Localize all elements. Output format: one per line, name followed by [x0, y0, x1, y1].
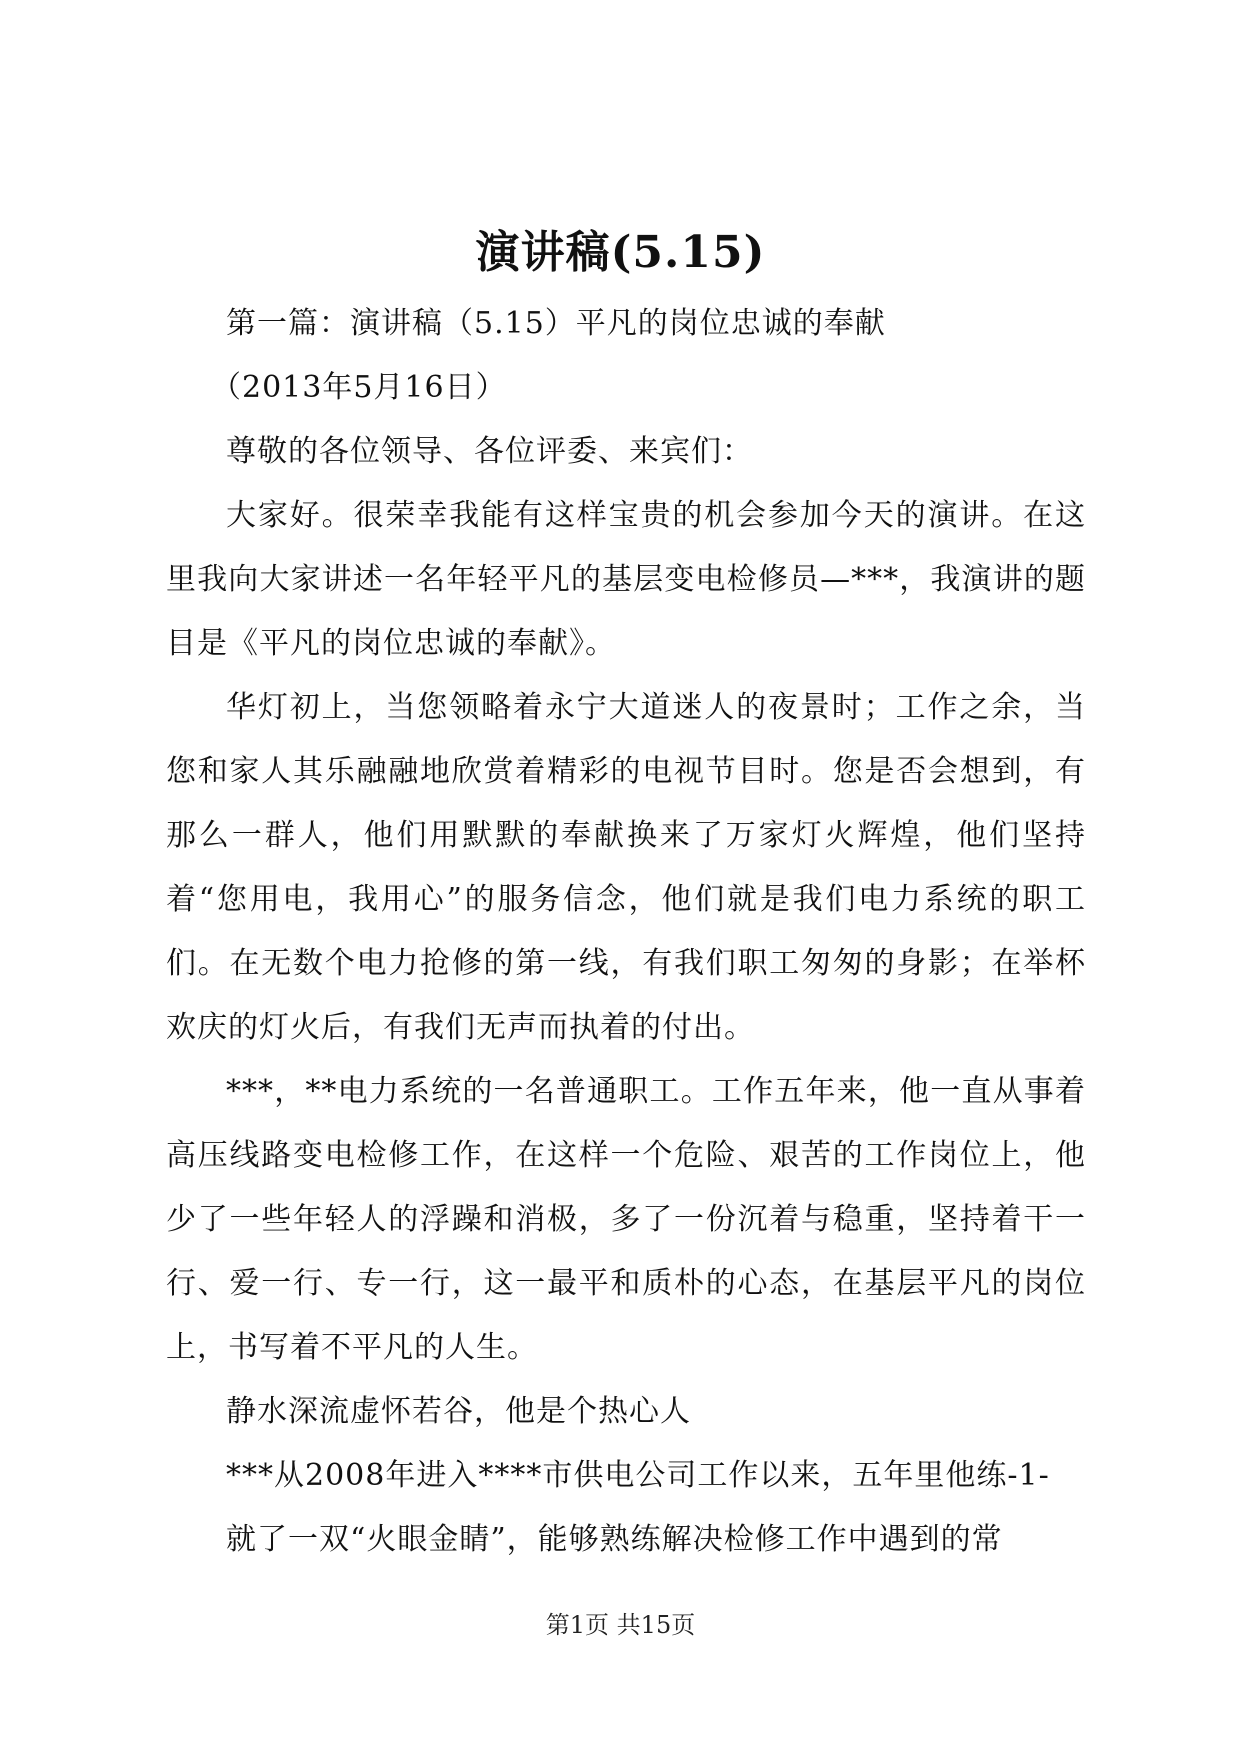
paragraph-greeting: 大家好。很荣幸我能有这样宝贵的机会参加今天的演讲。在这里我向大家讲述一名年轻平凡的基层变电检修员—***，我演讲的题目是《平凡的岗位忠诚的奉献》。: [166, 498, 1086, 661]
section-heading: 第一篇：演讲稿（5.15）平凡的岗位忠诚的奉献: [226, 306, 886, 341]
subheading: 静水深流虚怀若谷，他是个热心人: [226, 1394, 691, 1429]
document-title: 演讲稿(5.15): [475, 227, 766, 278]
paragraph-career: ***从2008年进入****市供电公司工作以来，五年里他练-1-: [226, 1458, 1050, 1493]
speech-date: （2013年5月16日）: [211, 370, 507, 405]
paragraph-intro: 华灯初上，当您领略着永宁大道迷人的夜景时；工作之余，当您和家人其乐融融地欣赏着精彩的电视节目时。您是否会想到，有那么一群人，他们用默默的奉献换来了万家灯火辉煌，他们坚持着“您用电，我用心”的服务信念，他们就是我们电力系统的职工们。在无数个电力抢修的第一线，有我们职工匆匆的身影；在举杯欢庆的灯火后，有我们无声而执着的付出。: [166, 690, 1086, 1045]
salutation: 尊敬的各位领导、各位评委、来宾们：: [226, 434, 753, 469]
page-footer: 第1页 共15页: [545, 1611, 696, 1639]
document-body: [166, 292, 1086, 1572]
paragraph-profile: ***，**电力系统的一名普通职工。工作五年来，他一直从事着高压线路变电检修工作，在这样一个危险、艰苦的工作岗位上，他少了一些年轻人的浮躁和消极，多了一份沉着与稳重，坚持着干一行、爱一行、专一行，这一最平和质朴的心态，在基层平凡的岗位上，书写着不平凡的人生。: [166, 1074, 1086, 1365]
paragraph-continued: 就了一双“火眼金睛”，能够熟练解决检修工作中遇到的常: [226, 1522, 1003, 1557]
